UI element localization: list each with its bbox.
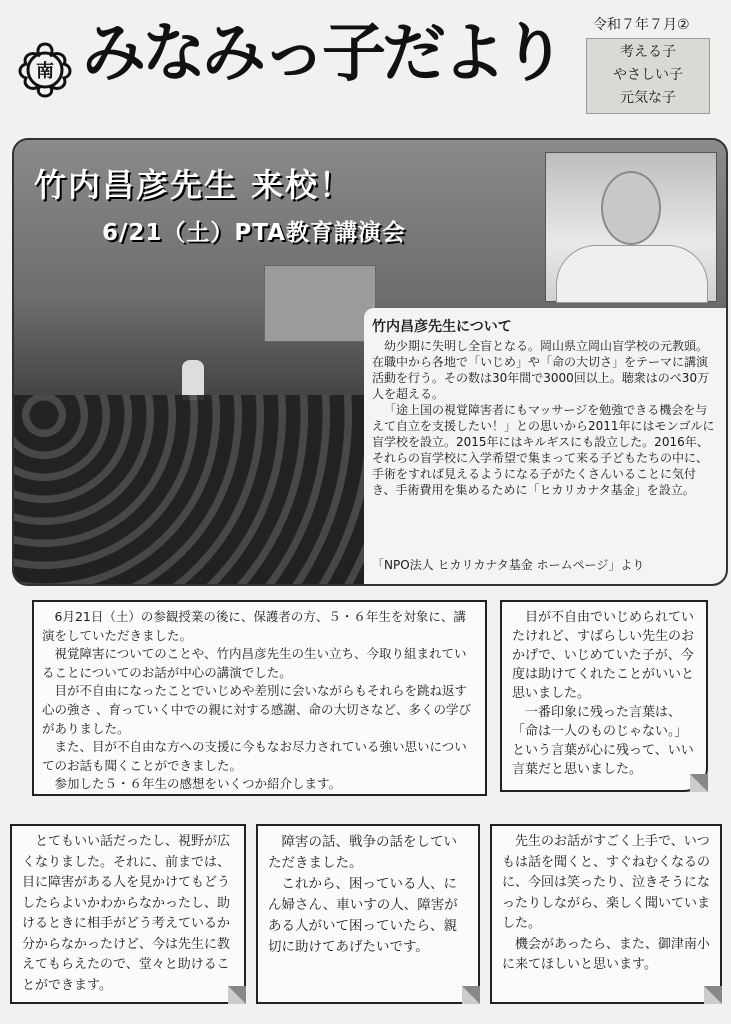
portrait-shirt [556, 245, 708, 303]
school-motto [586, 38, 710, 114]
impression-paragraph: 障害の話、戦争の話をしていただきました。 [268, 834, 457, 871]
issue-date: 令和７年７月② [593, 17, 690, 33]
speaker-bio [364, 308, 726, 584]
speaker-portrait [545, 152, 717, 302]
bio-source: 「NPO法人 ヒカリカナタ基金 ホームページ」より [372, 558, 645, 572]
impression-paragraph: とてもいい話だったし、視野が広くなりました。それに、前までは、目に障害がある人を見かけてもどうしたらよいかわからなかったし、助けるときに相手がどう考えているか分からなかったけど、今は先生に教えてもらえたので、堂々と助けることができます。 [22, 834, 231, 993]
impression-paragraph: 一番印象に残った言葉は、「命は一人のものじゃない。」という言葉が心に残って、いい言葉だと思いました。 [512, 705, 694, 777]
bio-paragraph: 幼少期に失明し全盲となる。岡山県立岡山盲学校の元教頭。在職中から各地で「いじめ」や「命の大切さ」をテーマに講演活動を行う。その数は30年間で3000回以上。聴衆はのべ30万人を超える。 [372, 339, 710, 401]
motto-line: 元気な子 [620, 90, 676, 106]
impression-card [10, 824, 246, 1004]
audience-photo [14, 395, 364, 585]
motto-line: 考える子 [620, 44, 676, 60]
report-paragraph: 参加した５・６年生の感想をいくつか紹介します。 [54, 776, 342, 792]
newsletter-title: みなみっ子だより [82, 17, 562, 91]
motto-line: やさしい子 [613, 67, 683, 83]
bio-text [372, 338, 718, 498]
bio-paragraph: 「途上国の視覚障害者にもマッサージを勉強できる機会を与えて自立を支援したい！」との思いから2011年にはモンゴルに盲学校を設立。2015年にはキルギスにも設立した。2016年、それらの盲学校に入学希望で集まって来る子どもたちの中に、手術をすれば見えるようになる子がたくさんいることに気付き、手術費用を集めるために「ヒカリカナタ基金」を設立。 [372, 403, 715, 497]
lecture-report [32, 600, 487, 796]
report-paragraph: 目が不自由になったことでいじめや差別に会いながらもそれらを跳ね返す心の強さ 、育っていく中での親に対する感謝、命の大切さなど、多くの学びがありました。 [42, 683, 471, 736]
projection-screen [264, 265, 376, 342]
report-paragraph: 6月21日（土）の参観授業の後に、保護者の方、５・６年生を対象に、講演をしていただきました。 [42, 609, 466, 643]
impression-card [490, 824, 722, 1004]
portrait-face [601, 171, 661, 245]
school-seal-icon [16, 40, 74, 98]
page-curl-icon [690, 774, 708, 792]
impression-paragraph: これから、困っている人、にん婦さん、車いすの人、障害がある人がいて困っていたら、親切に助けてあげたいです。 [268, 876, 458, 955]
report-paragraph: また、目が不自由な方への支援に今もなお尽力されている強い思いについてのお話も聞くことができました。 [42, 739, 467, 773]
feature-headline: 竹内昌彦先生 来校！ [34, 166, 354, 204]
page-curl-icon [704, 986, 722, 1004]
seal-char: 南 [36, 61, 54, 82]
impression-card [500, 600, 708, 792]
page-curl-icon [228, 986, 246, 1004]
feature-subhead: 6/21（土）PTA教育講演会 [102, 220, 406, 246]
speaker-figure [182, 360, 204, 400]
feature-photo-box [12, 138, 728, 586]
impression-paragraph: 先生のお話がすごく上手で、いつもは話を聞くと、すぐねむくなるのに、今回は笑ったり、泣きそうになったりしながら、楽しく聞いていました。 [502, 834, 711, 931]
report-paragraph: 視覚障害についてのことや、竹内昌彦先生の生い立ち、今取り組まれていることについてのお話が中心の講演でした。 [42, 646, 467, 680]
impression-paragraph: 目が不自由でいじめられていたけれど、すばらしい先生のおかげで、いじめていた子が、今度は助けてくれたことがいいと思いました。 [512, 610, 695, 701]
impression-card [256, 824, 480, 1004]
page-curl-icon [462, 986, 480, 1004]
impression-paragraph: 機会があったら、また、御津南小に来てほしいと思います。 [502, 936, 710, 972]
bio-title: 竹内昌彦先生について [372, 319, 512, 335]
